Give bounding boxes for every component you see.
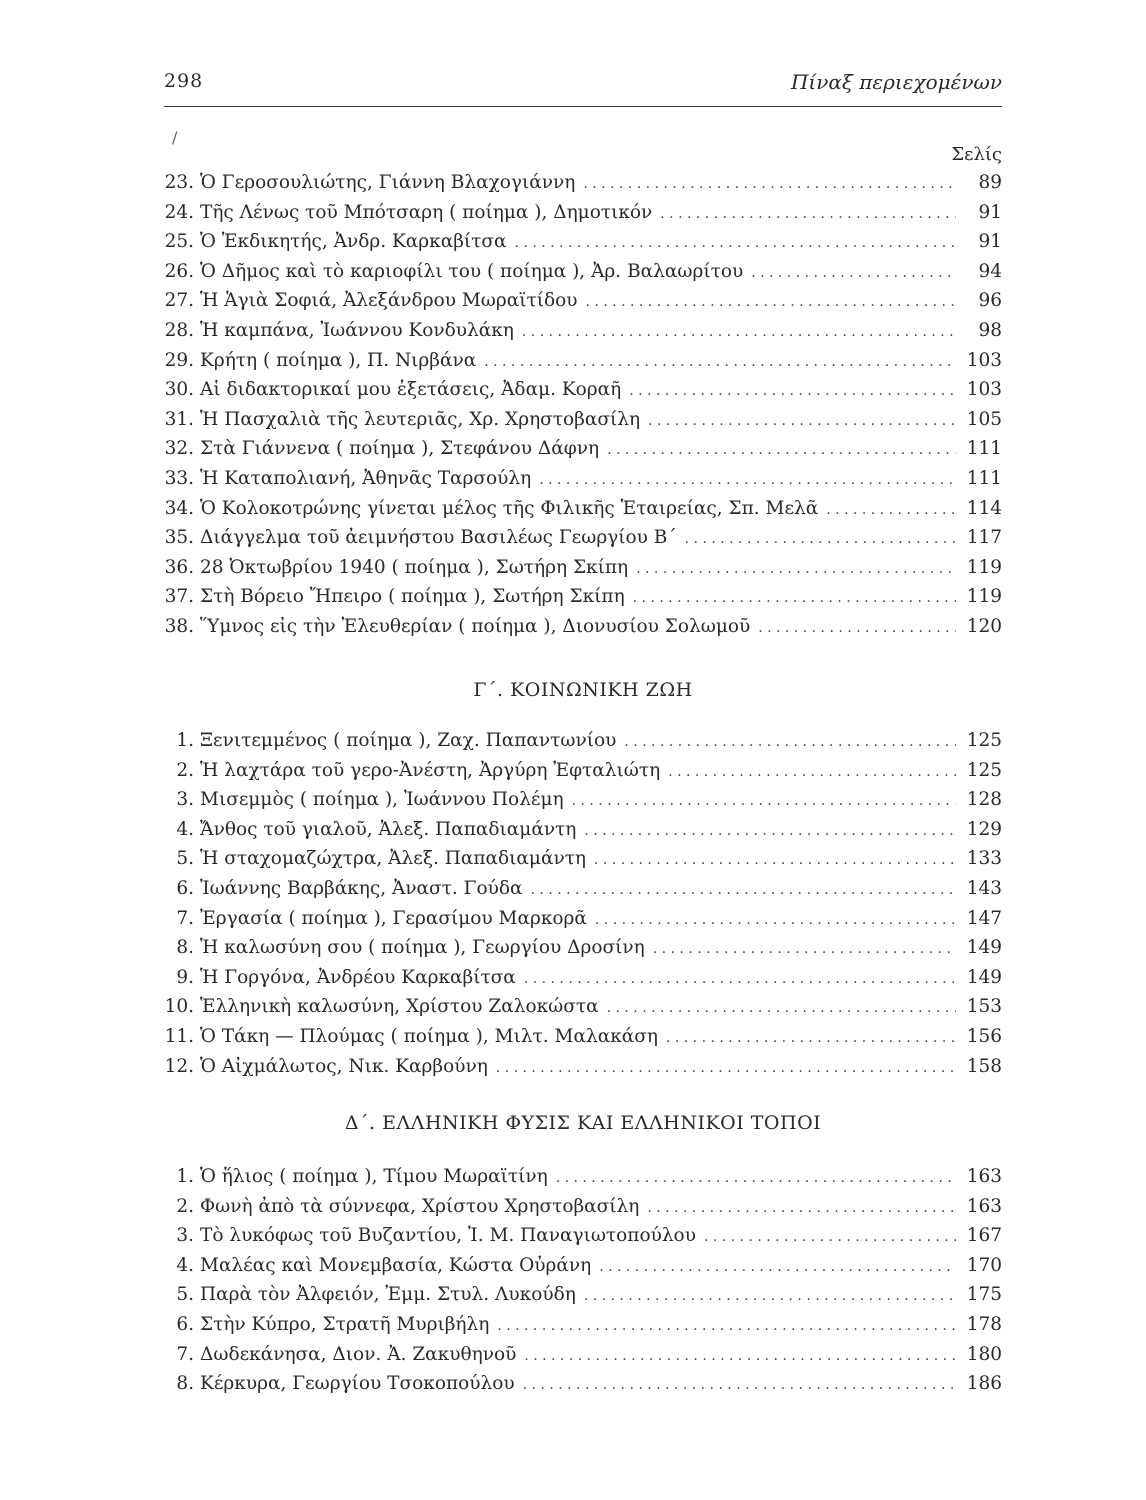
dot-leader (648, 413, 956, 429)
toc-entry-number: 4. (176, 818, 194, 840)
toc-entry-number: 12. (164, 1055, 194, 1077)
toc-entry-title: Δωδεκάνησα, Διον. Ἀ. Ζακυθηνοῦ (200, 1343, 517, 1365)
toc-entry (164, 1344, 1002, 1374)
dot-leader (607, 442, 956, 458)
page-column-label: Σελίς (951, 144, 1002, 165)
dot-leader (704, 1229, 956, 1245)
toc-entry (164, 908, 1002, 938)
toc-entry-title: Ὁ ἥλιος ( ποίημα ), Τίμου Μωραϊτίνη (200, 1166, 548, 1187)
toc-entry-title: Ἑλληνικὴ καλωσύνη, Χρίστου Ζαλοκώστα (200, 996, 599, 1018)
toc-entry-page: 111 (966, 467, 1002, 489)
toc-entry-page: 128 (966, 789, 1002, 811)
toc-entry-number: 7. (176, 907, 194, 929)
toc-entry-title: Ὁ Κολοκοτρώνης γίνεται μέλος τῆς Φιλικῆς Ἑταιρείας, Σπ. Μελᾶ (200, 497, 819, 519)
toc-entry (164, 261, 1002, 291)
dot-leader (584, 1288, 956, 1304)
toc-entry-title: Φωνὴ ἀπὸ τὰ σύννεφα, Χρίστου Χρηστοβασίλη (200, 1195, 640, 1217)
toc-entry-title: Ἡ λαχτάρα τοῦ γερο-Ἀνέστη, Ἀργύρη Ἐφταλιώτη (200, 759, 661, 781)
toc-entry-title: Ἡ Ἁγιὰ Σοφιά, Ἀλεξάνδρου Μωραϊτίδου (200, 290, 578, 312)
running-head: Πίναξ περιεχομένων (790, 70, 1002, 94)
toc-entry-number: 37. (164, 586, 194, 608)
toc-entry (164, 350, 1002, 380)
toc-entry-number: 29. (164, 349, 194, 371)
toc-entry (164, 1255, 1002, 1285)
dot-leader (636, 561, 956, 577)
toc-entry-page: 153 (966, 996, 1002, 1018)
dot-leader (496, 1060, 956, 1076)
toc-entry (164, 231, 1002, 261)
toc-entry-number: 1. (176, 1166, 194, 1187)
dot-leader (633, 590, 956, 606)
dot-leader (647, 1200, 956, 1216)
toc-entry (164, 967, 1002, 997)
toc-entry-number: 23. (164, 172, 194, 193)
toc-entry-page: 91 (978, 231, 1002, 253)
toc-entry-number: 24. (164, 201, 194, 223)
toc-entry-page: 133 (966, 848, 1002, 870)
toc-entry-title: Τὸ λυκόφως τοῦ Βυζαντίου, Ἰ. Μ. Παναγιωτοπούλου (200, 1225, 696, 1247)
dot-leader (758, 620, 956, 636)
toc-entry-page: 114 (966, 497, 1002, 519)
toc-entry-number: 34. (164, 497, 194, 519)
toc-entry-page: 105 (966, 408, 1002, 430)
section-heading-c: Γ΄. ΚΟΙΝΩΝΙΚΗ ΖΩΗ (473, 679, 693, 701)
dot-leader (556, 1170, 956, 1186)
page-header (164, 70, 1002, 102)
toc-entry-title: Στὴν Κύπρο, Στρατῆ Μυριβήλη (200, 1313, 490, 1335)
toc-entry (164, 819, 1002, 849)
dot-leader (599, 1259, 956, 1275)
dot-leader (539, 472, 956, 488)
toc-entry-number: 8. (176, 937, 194, 959)
toc-entry-title: Στὰ Γιάννενα ( ποίημα ), Στεφάνου Δάφνη (200, 438, 600, 460)
toc-entry-title: Ἡ Πασχαλιὰ τῆς λευτεριᾶς, Χρ. Χρηστοβασίλη (200, 408, 641, 430)
toc-entry (164, 438, 1002, 468)
toc-list-section-c (164, 730, 1002, 1085)
toc-entry-page: 178 (966, 1313, 1002, 1335)
toc-entry-page: 149 (966, 966, 1002, 988)
dot-leader (594, 852, 956, 868)
toc-entry (164, 1056, 1002, 1086)
toc-entry-title: Τῆς Λένως τοῦ Μπότσαρη ( ποίημα ), Δημοτικόν (200, 201, 653, 223)
toc-entry-title: 28 Ὀκτωβρίου 1940 ( ποίημα ), Σωτήρη Σκίπη (200, 556, 629, 578)
toc-entry-number: 30. (164, 379, 194, 401)
toc-entry-number: 3. (176, 789, 194, 811)
toc-entry-page: 129 (966, 818, 1002, 840)
toc-entry (164, 616, 1002, 646)
toc-entry-page: 98 (978, 319, 1002, 341)
toc-entry-page: 143 (966, 877, 1002, 899)
toc-entry-page: 186 (966, 1373, 1002, 1395)
toc-entry (164, 848, 1002, 878)
toc-entry (164, 290, 1002, 320)
toc-entry (164, 468, 1002, 498)
toc-entry-title: Ὁ Γεροσουλιώτης, Γιάννη Βλαχογιάννη (200, 172, 576, 193)
toc-entry (164, 789, 1002, 819)
toc-entry-page: 103 (966, 379, 1002, 401)
toc-entry (164, 379, 1002, 409)
toc-entry-page: 103 (966, 349, 1002, 371)
toc-entry-page: 175 (966, 1284, 1002, 1306)
toc-entry-number: 25. (164, 231, 194, 253)
toc-entry-number: 6. (176, 1313, 194, 1335)
toc-entry-title: Διάγγελμα τοῦ ἀειμνήστου Βασιλέως Γεωργίου Β΄ (200, 527, 677, 549)
toc-entry (164, 1026, 1002, 1056)
dot-leader (660, 206, 956, 222)
toc-entry-title: Στὴ Βόρειο Ἤπειρο ( ποίημα ), Σωτήρη Σκίπη (200, 586, 625, 608)
toc-entry-number: 6. (176, 877, 194, 899)
toc-entry-number: 31. (164, 408, 194, 430)
dot-leader (523, 1377, 956, 1393)
pencil-slash-mark: / (172, 128, 178, 147)
dot-leader (666, 1030, 956, 1046)
toc-entry-page: 120 (966, 615, 1002, 637)
toc-entry-title: Παρὰ τὸν Ἀλφειόν, Ἐμμ. Στυλ. Λυκούδη (200, 1284, 576, 1306)
toc-entry-page: 163 (966, 1166, 1002, 1187)
toc-entry-title: Ὁ Αἰχμάλωτος, Νικ. Καρβούνη (200, 1055, 488, 1077)
dot-leader (685, 531, 956, 547)
dot-leader (653, 941, 956, 957)
dot-leader (515, 235, 956, 251)
toc-entry-title: Ἰωάννης Βαρβάκης, Ἀναστ. Γούδα (200, 877, 523, 899)
toc-entry-page: 119 (966, 556, 1002, 578)
toc-entry-page: 89 (978, 172, 1002, 193)
toc-list-section-d (164, 1166, 1002, 1403)
toc-entry-page: 91 (978, 201, 1002, 223)
toc-entry-number: 33. (164, 467, 194, 489)
toc-entry-title: Ξενιτεμμένος ( ποίημα ), Ζαχ. Παπαντωνίου (200, 730, 617, 751)
toc-entry-page: 111 (966, 438, 1002, 460)
toc-entry-number: 4. (176, 1254, 194, 1276)
toc-entry-number: 8. (176, 1373, 194, 1395)
toc-entry-title: Κρήτη ( ποίημα ), Π. Νιρβάνα (200, 349, 477, 371)
toc-entry-number: 2. (176, 1195, 194, 1217)
toc-entry-title: Ἡ Γοργόνα, Ἀνδρέου Καρκαβίτσα (200, 966, 516, 988)
dot-leader (531, 882, 956, 898)
toc-entry-title: Ἐργασία ( ποίημα ), Γερασίμου Μαρκορᾶ (200, 907, 587, 929)
toc-entry-number: 28. (164, 319, 194, 341)
toc-entry (164, 202, 1002, 232)
dot-leader (524, 971, 956, 987)
toc-entry-title: Ὕμνος εἰς τὴν Ἐλευθερίαν ( ποίημα ), Διονυσίου Σολωμοῦ (200, 615, 751, 637)
toc-entry-page: 149 (966, 937, 1002, 959)
toc-entry-page: 180 (966, 1343, 1002, 1365)
toc-entry (164, 409, 1002, 439)
toc-entry-title: Ὁ Ἐκδικητής, Ἀνδρ. Καρκαβίτσα (200, 231, 507, 253)
toc-entry-title: Κέρκυρα, Γεωργίου Τσοκοπούλου (200, 1373, 515, 1395)
toc-entry (164, 586, 1002, 616)
dot-leader (629, 383, 956, 399)
dot-leader (524, 1348, 956, 1364)
toc-entry (164, 1314, 1002, 1344)
toc-entry (164, 172, 1002, 202)
toc-entry-page: 125 (966, 730, 1002, 751)
toc-entry-title: Μαλέας καὶ Μονεμβασία, Κώστα Οὐράνη (200, 1254, 592, 1276)
toc-entry (164, 878, 1002, 908)
dot-leader (583, 176, 956, 192)
toc-entry-number: 3. (176, 1225, 194, 1247)
toc-entry-page: 96 (978, 290, 1002, 312)
header-rule (164, 106, 1002, 107)
toc-entry-number: 27. (164, 290, 194, 312)
dot-leader (624, 734, 956, 750)
dot-leader (668, 764, 956, 780)
toc-entry-title: Ὁ Τάκη — Πλούμας ( ποίημα ), Μιλτ. Μαλακάση (200, 1025, 658, 1047)
toc-entry-number: 11. (164, 1025, 194, 1047)
section-heading-d: Δ΄. ΕΛΛΗΝΙΚΗ ΦΥΣΙΣ ΚΑΙ ΕΛΛΗΝΙΚΟΙ ΤΟΠΟΙ (344, 1112, 822, 1134)
toc-entry (164, 320, 1002, 350)
dot-leader (826, 502, 956, 518)
toc-entry-page: 119 (966, 586, 1002, 608)
toc-entry-page: 117 (966, 527, 1002, 549)
dot-leader (497, 1318, 956, 1334)
toc-entry (164, 498, 1002, 528)
toc-entry-number: 5. (176, 848, 194, 870)
toc-entry-number: 1. (176, 730, 194, 751)
toc-entry (164, 1166, 1002, 1196)
toc-entry-title: Ἡ Καταπολιανή, Ἀθηνᾶς Ταρσούλη (200, 467, 532, 489)
toc-entry-title: Αἱ διδακτορικαί μου ἐξετάσεις, Ἀδαμ. Κοραῆ (200, 379, 622, 401)
toc-entry-page: 125 (966, 759, 1002, 781)
toc-entry-title: Ἄνθος τοῦ γιαλοῦ, Ἀλεξ. Παπαδιαμάντη (200, 818, 577, 840)
toc-entry-page: 156 (966, 1025, 1002, 1047)
toc-entry (164, 730, 1002, 760)
toc-entry-page: 167 (966, 1225, 1002, 1247)
toc-entry-title: Ὁ Δῆμος καὶ τὸ καριοφίλι του ( ποίημα ), Ἀρ. Βαλαωρίτου (200, 260, 744, 282)
toc-entry (164, 1225, 1002, 1255)
toc-entry-title: Ἡ σταχομαζώχτρα, Ἀλεξ. Παπαδιαμάντη (200, 848, 587, 870)
toc-entry-title: Ἡ καλωσύνη σου ( ποίημα ), Γεωργίου Δροσίνη (200, 937, 645, 959)
toc-entry (164, 527, 1002, 557)
toc-entry-number: 35. (164, 527, 194, 549)
toc-entry-page: 158 (966, 1055, 1002, 1077)
dot-leader (751, 265, 956, 281)
toc-entry-number: 5. (176, 1284, 194, 1306)
toc-entry (164, 557, 1002, 587)
dot-leader (572, 793, 956, 809)
page-number: 298 (164, 70, 204, 92)
toc-entry (164, 937, 1002, 967)
toc-entry-page: 170 (966, 1254, 1002, 1276)
toc-entry (164, 1284, 1002, 1314)
toc-list-section-b (164, 172, 1002, 646)
dot-leader (522, 324, 956, 340)
toc-entry-number: 26. (164, 260, 194, 282)
dot-leader (584, 823, 956, 839)
toc-entry-page: 163 (966, 1195, 1002, 1217)
toc-entry-page: 94 (978, 260, 1002, 282)
toc-entry-number: 32. (164, 438, 194, 460)
toc-entry-page: 147 (966, 907, 1002, 929)
toc-entry (164, 1373, 1002, 1403)
toc-entry-title: Ἡ καμπάνα, Ἰωάννου Κονδυλάκη (200, 319, 514, 341)
toc-entry (164, 1196, 1002, 1226)
dot-leader (484, 354, 956, 370)
dot-leader (595, 912, 956, 928)
toc-entry-number: 7. (176, 1343, 194, 1365)
dot-leader (586, 294, 957, 310)
toc-entry (164, 760, 1002, 790)
toc-entry (164, 996, 1002, 1026)
toc-entry-number: 36. (164, 556, 194, 578)
toc-entry-number: 2. (176, 759, 194, 781)
toc-entry-number: 38. (164, 615, 194, 637)
toc-entry-title: Μισεμμὸς ( ποίημα ), Ἰωάννου Πολέμη (200, 789, 564, 811)
toc-entry-number: 10. (164, 996, 194, 1018)
toc-entry-number: 9. (176, 966, 194, 988)
dot-leader (607, 1000, 956, 1016)
